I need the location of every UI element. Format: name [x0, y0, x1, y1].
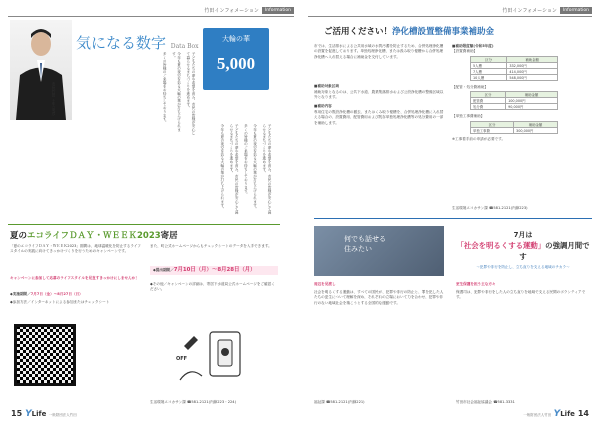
eco-submit-label: ◆提出期間／ [153, 268, 174, 272]
right-footer [523, 409, 592, 419]
table3-sub: 【単独工事費補助】 [452, 114, 485, 119]
right-header [502, 6, 592, 15]
left-footer-y: Y [25, 409, 32, 419]
caption-title: 市長竹田 [52, 82, 57, 98]
campaign-subtitle: ～犯罪や非行を防止し、立ち直りを支える地域のチカラ～ [476, 265, 570, 269]
left-header-tag: Information [262, 7, 294, 14]
data-box-subtitle: Data Box [170, 43, 199, 50]
table1-cell: 548,000円 [507, 74, 558, 80]
subsidy-area-head: ■補助対象区域 [314, 84, 339, 88]
left-footer-brand: Life [31, 410, 47, 418]
table1-cell: 414,000円 [507, 68, 558, 74]
right-page-number: 14 [577, 409, 589, 418]
campaign-title-accent: 「社会を明るくする運動」 [456, 241, 546, 250]
table1-title: ■補助限度額(令和5年度) [452, 44, 494, 48]
data-box-body-lower [10, 124, 272, 216]
table2-cell: 100,000円 [506, 98, 558, 104]
table2-sub: 【配管・処分費補助】 [452, 84, 488, 89]
table-pipe [470, 91, 558, 110]
subsidy-tables [452, 44, 588, 142]
campaign-photo [314, 226, 444, 276]
number-badge [203, 28, 269, 90]
left-footer [8, 409, 77, 419]
left-footer-sub: 一般財団法人竹田 [48, 413, 77, 417]
eco-period-label: ◆実施期間／ [10, 292, 31, 296]
left-header-rule [8, 16, 294, 17]
eco-submit-period-box [150, 266, 278, 275]
right-footer-sub: 一般財団法人竹田 [523, 413, 552, 417]
eco-contact: 生活環境エコカサン課 ☎581-2121(内線223・224) [150, 400, 236, 404]
subsidy-title-main: 浄化槽設置整備事業補助金 [392, 27, 495, 37]
campaign-col2-head: 更生保護を担う主な方々 [456, 282, 496, 286]
campaign-title [456, 230, 590, 270]
table1-cell: 7人槽 [471, 68, 507, 74]
left-page-number: 15 [11, 409, 23, 418]
campaign-col2: 保護司は、犯罪や非行をした人の立ち直りを地域で支える民間のボランティアです。 [456, 290, 586, 300]
eco-submit-value: 7月10日（月）～8月28日（月） [173, 267, 256, 273]
lower-col-4: 子どもたちの夢や希望を育み、市民の皆様が安心して暮らせるまちづくりを進めます。 [229, 124, 240, 214]
campaign-title-line [456, 240, 590, 262]
table1-cell: 5人槽 [471, 62, 507, 68]
eco-qr-code[interactable] [14, 324, 76, 386]
lower-col-3: 多くの皆様のご来場をお待ちしております。 [244, 124, 249, 196]
left-header-title: 竹田インフォメーション [204, 8, 259, 14]
eco-title-post: 寄居 [160, 231, 178, 241]
table2-cell: 90,000円 [506, 104, 558, 110]
subsidy-title [324, 25, 494, 37]
eco-period [10, 292, 142, 297]
table1-sub: 【設置費補助】 [452, 49, 478, 54]
subsidy-body: 市では、生活排水による公共用水域の水質汚濁を防止するため、合併処理浄化槽の設置を促進しております。単独処理浄化槽、または汲み取り便槽から合併処理浄化槽へ入れ替える場合に補助金を交付しています。 [314, 44, 444, 59]
eco-switch-illustration [176, 322, 256, 392]
table2-head-0: 区分 [471, 92, 506, 98]
eco-section-rule [8, 224, 280, 225]
table3-cell: 単独工事費 [471, 127, 514, 133]
table1-head-1: 補助金額 [507, 56, 558, 62]
table2-cell: 処分費 [471, 104, 506, 110]
table-row [471, 104, 558, 110]
table1-head-0: 区分 [471, 56, 507, 62]
campaign-rule [314, 218, 592, 219]
campaign-title-post: の強調月間です [519, 241, 590, 261]
right-header-tag: Information [560, 7, 592, 14]
data-box-title-text: 気になる数字 [76, 34, 167, 52]
eco-other: ◆その他／キャンペーンの詳細は、寄居下水道局公式ホームページをご確認ください。 [150, 282, 275, 292]
body-col-2: 今年も夏の夜空を彩る大輪の華が打ち上げられます。 [172, 52, 182, 132]
table-row [471, 74, 558, 80]
data-box-title [76, 32, 199, 53]
right-header-rule [308, 16, 592, 17]
campaign-col1-head: 周辺を見渡し [314, 282, 336, 286]
table1-cell: 10人槽 [471, 74, 507, 80]
table2-head-1: 補助金額 [506, 92, 558, 98]
eco-body: 「夏のエコライフＤＡＹ・ＷＥＥＫ2023」期間は、地球温暖化を防止するライフスタイルの実践に向けてきっかけづくりを行うためのキャンペーンです。 [10, 244, 141, 254]
table-install [470, 56, 558, 81]
subsidy-area-text: 補助対象となるのは、公共下水道、農業集落排水および公設浄化槽の整備区域以外となります。 [314, 90, 444, 100]
campaign-title-pre: 7月は [513, 231, 533, 239]
badge-label: 大輪の華 [222, 35, 250, 43]
body-col-1: 子どもたちの夢や希望を育み、市民の皆様が安心して暮らせるまちづくりを進めます。 [186, 52, 196, 135]
table-note: ※工事着手前の申請が必要です。 [452, 136, 506, 141]
eco-right-text: また、町公式ホームページからもチェックシートのデータを入手できます。 [150, 244, 272, 248]
table2-cell: 配管費 [471, 98, 506, 104]
eco-title-pre: 夏の [10, 231, 28, 241]
caption-name: 土生 英彦 [52, 99, 57, 116]
lower-col-2: 今年も夏の夜空を彩る大輪の華が打ち上げられます。 [253, 124, 258, 211]
table3-head-1: 補助金額 [514, 121, 558, 127]
table-row [471, 127, 558, 133]
eco-period-value: 7月7日（金）～8月27日（日） [30, 292, 83, 296]
right-footer-brand: Life [560, 410, 575, 418]
badge-number: 5,000 [216, 54, 256, 73]
right-header-title: 竹田インフォメーション [502, 8, 557, 14]
lower-col-1: 子どもたちの夢や希望を育み、市民の皆様が安心して暮らせるまちづくりを進めます。 [262, 124, 272, 214]
table3-head-0: 区分 [471, 121, 514, 127]
subsidy-content-head: ■補助内容 [314, 104, 332, 108]
right-page [300, 0, 600, 424]
eco-campaign: キャンペーンに参加して応募のライフスタイルを見直すきっかけにしませんか！ [10, 276, 139, 280]
lower-col-5: 今年も夏の夜空を彩る大輪の華が打ち上げられます。 [220, 124, 225, 211]
table3-cell: 300,000円 [514, 127, 558, 133]
body-col-3: 多くの皆様のご来場をお待ちしております。 [163, 52, 168, 124]
subsidy-title-pre: ご活用ください！ [324, 27, 393, 37]
campaign-contact-2: 竹田市社会福祉協議会 ☎581-3331 [456, 400, 515, 404]
eco-off-label: OFF [176, 356, 188, 362]
campaign-contact-1: 福祉課 ☎581-2121(内線221) [314, 400, 365, 404]
left-header [204, 6, 294, 15]
table-single [470, 121, 558, 134]
subsidy-content-text: 専用住宅の既設浄化槽の撤去、またはくみ取り便槽を、合併処理浄化槽に入れ替える場合の、設置費用、配管費用および既存単独処理浄化槽等の処分費用の一部を補助します。 [314, 110, 444, 125]
mayor-caption [52, 82, 57, 116]
campaign-col1: 社会を明るくする運動は、すべての国民が、犯罪や非行の防止と、罪を犯した人たちの更生について理解を深め、それぞれの立場において力を合わせ、犯罪や非行のない地域社会を築こうとする全国的な運動です。 [314, 290, 444, 305]
right-footer-y: Y [553, 409, 561, 419]
eco-method: ◆参加方法／インターネットによる参加またはチェックシート [10, 300, 110, 304]
eco-submit-period [153, 268, 275, 273]
table1-cell: 332,000円 [507, 62, 558, 68]
eco-section-title [10, 229, 178, 241]
mayor-photo [10, 20, 72, 120]
subsidy-contact: 生活環境エコカサン課 ☎581-2121(内線223) [452, 206, 528, 210]
eco-title-accent: エコライフＤＡＹ・ＷＥＥＫ2023 [27, 231, 161, 241]
photo-caption: 何でも話せる 住みたい [344, 235, 386, 253]
